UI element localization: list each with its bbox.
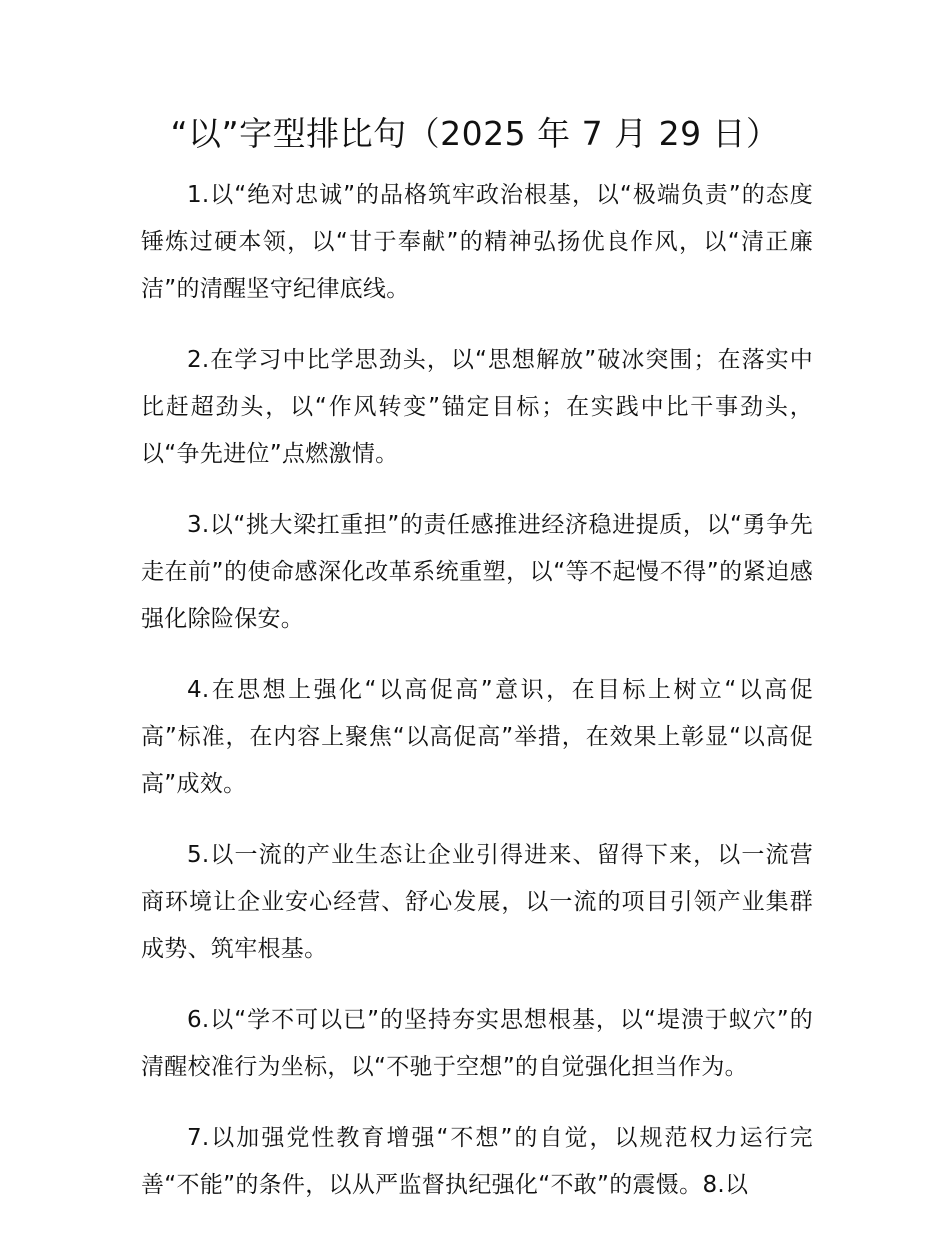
paragraph-1: 1.以“绝对忠诚”的品格筑牢政治根基，以“极端负责”的态度锤炼过硬本领，以“甘于奉献”的精神弘扬优良作风，以“清正廉洁”的清醒坚守纪律底线。	[141, 182, 813, 302]
paragraph-3: 3.以“挑大梁扛重担”的责任感推进经济稳进提质，以“勇争先走在前”的使命感深化改革系统重塑，以“等不起慢不得”的紧迫感强化除险保安。	[141, 512, 813, 632]
paragraph-2: 2.在学习中比学思劲头，以“思想解放”破冰突围；在落实中比赶超劲头，以“作风转变”锚定目标；在实践中比干事劲头，以“争先进位”点燃激情。	[141, 347, 813, 467]
paragraph-5: 5.以一流的产业生态让企业引得进来、留得下来，以一流营商环境让企业安心经营、舒心发展，以一流的项目引领产业集群成势、筑牢根基。	[141, 842, 813, 962]
paragraph-4: 4.在思想上强化“以高促高”意识，在目标上树立“以高促高”标准，在内容上聚焦“以高促高”举措，在效果上彰显“以高促高”成效。	[141, 677, 813, 797]
paragraph-7: 7.以加强党性教育增强“不想”的自觉，以规范权力运行完善“不能”的条件，以从严监督执纪强化“不敢”的震慑。8.以	[141, 1125, 813, 1198]
paragraph-6: 6.以“学不可以已”的坚持夯实思想根基，以“堤溃于蚁穴”的清醒校准行为坐标，以“不驰于空想”的自觉强化担当作为。	[141, 1007, 813, 1080]
document-title: “以”字型排比句（2025 年 7 月 29 日）	[170, 114, 780, 153]
document-body	[141, 172, 813, 1233]
